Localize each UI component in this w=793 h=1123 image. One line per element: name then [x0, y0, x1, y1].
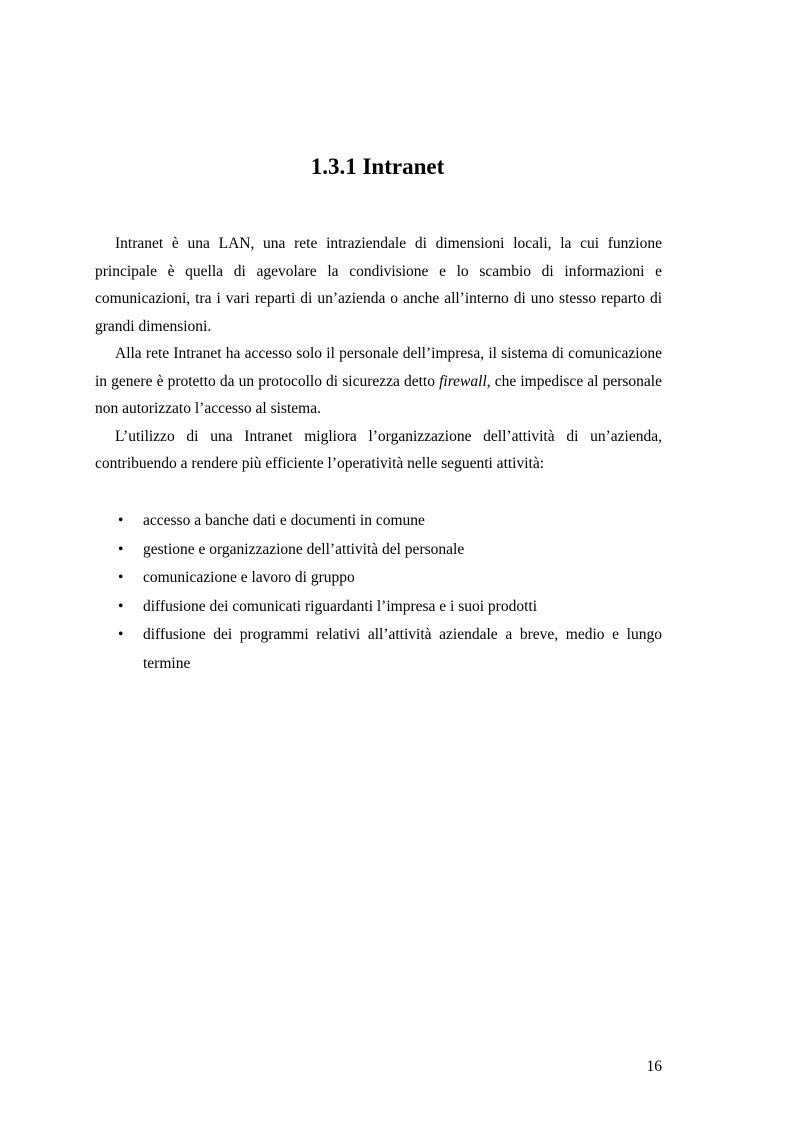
- section-heading: 1.3.1 Intranet: [310, 154, 445, 179]
- list-item: [95, 536, 662, 565]
- bullet-icon: •: [118, 512, 124, 529]
- paragraph-intro: [95, 230, 662, 340]
- list-item-text: comunicazione e lavoro di gruppo: [143, 569, 355, 586]
- list-item-text: diffusione dei programmi relativi all’attività aziendale a breve, medio e lungo termine: [143, 626, 662, 672]
- list-item-text: gestione e organizzazione dell’attività del personale: [143, 540, 465, 558]
- list-item-text: diffusione dei comunicati riguardanti l’impresa e i suoi prodotti: [143, 597, 538, 615]
- bullet-icon: •: [118, 540, 124, 558]
- list-item: [95, 507, 662, 536]
- list-item: [95, 621, 662, 678]
- paragraph-text: Intranet è una LAN, una rete intraziendale di dimensioni locali, la cui funzione principale è quella di agevolare la condivisione e lo scambio di informazioni e comunicazioni, tra i vari reparti di un’azienda o anche all’interno di uno stesso reparto di grandi dimensioni.: [95, 235, 662, 335]
- list-item: [95, 564, 662, 593]
- bullet-icon: •: [118, 626, 124, 643]
- bullet-icon: •: [118, 569, 124, 586]
- list-item: [95, 593, 662, 622]
- bullet-icon: •: [118, 597, 124, 615]
- paragraph-usage: [95, 423, 662, 478]
- italic-term: firewall: [439, 372, 487, 390]
- paragraph-access: [95, 340, 662, 423]
- body-text: [95, 230, 662, 478]
- list-item-text: accesso a banche dati e documenti in comune: [143, 512, 425, 529]
- paragraph-text: L’utilizzo di una Intranet migliora l’organizzazione dell’attività di un’azienda, contribuendo a rendere più efficiente l’operatività nelle seguenti attività:: [95, 427, 662, 472]
- paragraph-text: Alla rete Intranet ha accesso solo il personale dell’impresa, il sistema di comunicazione in genere è protetto da un protocollo di sicurezza detto: [95, 345, 662, 390]
- bullet-list: [95, 507, 662, 678]
- paragraph-text: , che impedisce al personale non autorizzato l’accesso al sistema.: [95, 372, 662, 417]
- page-number: 16: [646, 1058, 662, 1075]
